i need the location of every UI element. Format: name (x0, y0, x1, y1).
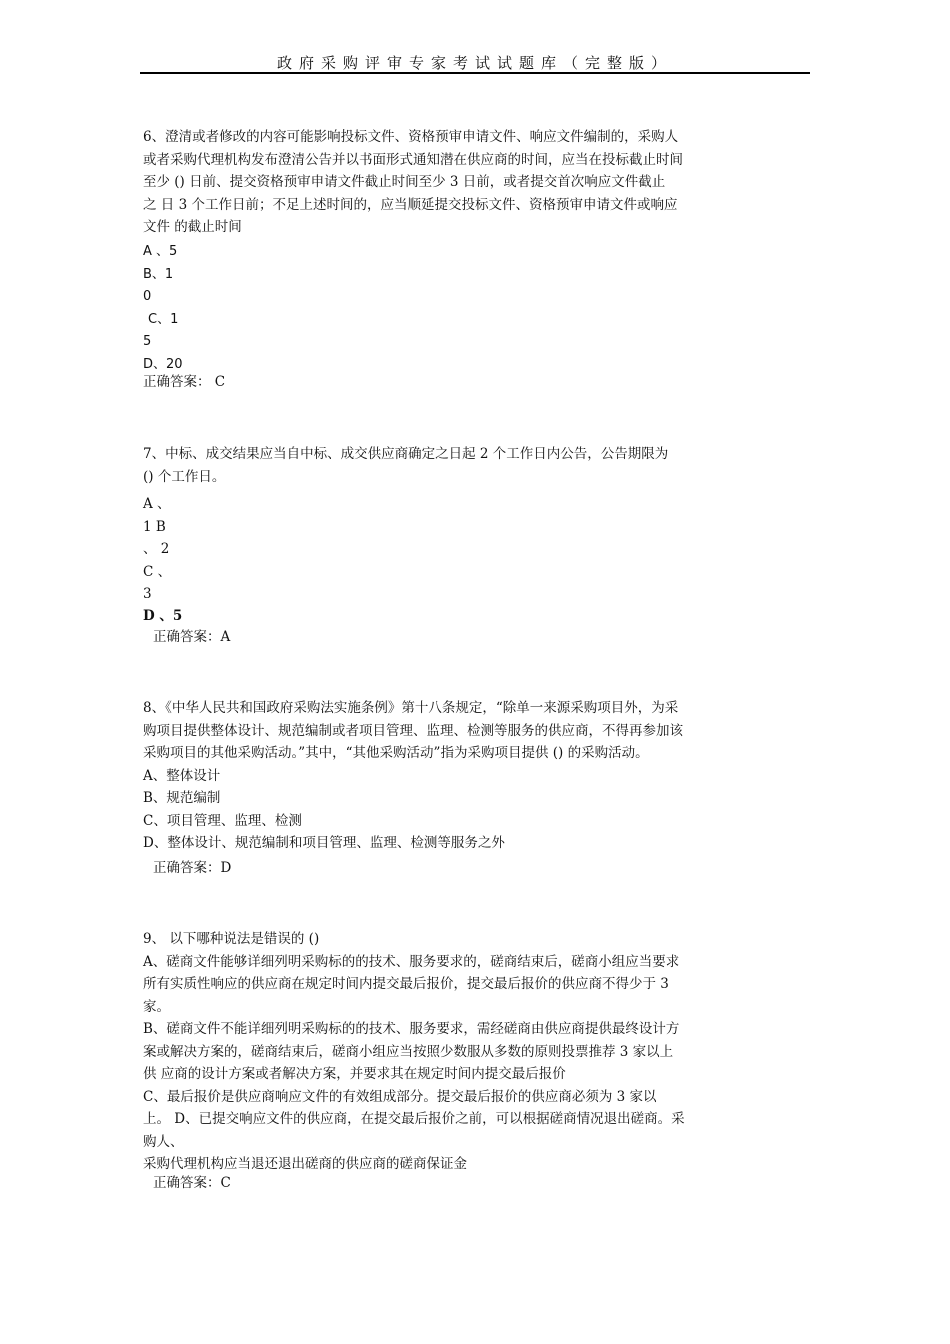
option-item: 0 (143, 289, 152, 304)
option-item: B、规范编制 (143, 790, 221, 806)
option-item: A、整体设计 (143, 767, 221, 784)
correct-answer: 正确答案：D (153, 860, 232, 876)
correct-answer: 正确答案： C (143, 374, 226, 390)
question-text-line: () 个工作日。 (143, 468, 226, 485)
question-text-line: 购人、 (143, 1133, 184, 1150)
question-text-line: 采购项目的其他采购活动。”其中，“其他采购活动”指为采购项目提供 () 的采购活动。 (143, 745, 649, 761)
question-text-line: 9、 以下哪种说法是错误的 () (143, 931, 320, 947)
question-8 (143, 697, 813, 855)
question-text-line: 6、澄清或者修改的内容可能影响投标文件、资格预审申请文件、响应文件编制的，采购人 (143, 129, 679, 145)
header-divider (140, 72, 810, 74)
question-text-line: 或者采购代理机构发布澄清公告并以书面形式通知潜在供应商的时间，应当在投标截止时间 (143, 151, 683, 168)
question-text-line: 家。 (143, 998, 170, 1015)
question-6-options (143, 241, 813, 376)
option-item: A 、5 (143, 244, 178, 259)
correct-answer: 正确答案：C (153, 1175, 231, 1191)
question-text-line: 案或解决方案的，磋商结束后，磋商小组应当按照少数服从多数的原则投票推荐 3 家以上 (143, 1043, 674, 1060)
question-text-line: 所有实质性响应的供应商在规定时间内提交最后报价，提交最后报价的供应商不得少于 3 (143, 976, 669, 992)
question-text-line: 供 应商的设计方案或者解决方案，并要求其在规定时间内提交最后报价 (143, 1066, 566, 1082)
option-item: 3 (143, 586, 152, 602)
option-item: D 、5 (143, 607, 183, 624)
question-8-answer (153, 857, 823, 880)
option-item: C、1 (148, 311, 179, 327)
option-item: 、 2 (143, 541, 170, 557)
option-item: 5 (143, 334, 152, 349)
question-7-options (143, 493, 813, 626)
correct-answer: 正确答案：A (153, 629, 231, 645)
option-item: D、20 (143, 356, 183, 372)
page-header-title: 政府采购评审专家考试试题库（完整版） (276, 54, 673, 72)
question-text-line: 8、《中华人民共和国政府采购法实施条例》第十八条规定，“除单一来源采购项目外，为采 (143, 700, 679, 716)
option-item: C、项目管理、监理、检测 (143, 812, 302, 829)
question-6-answer (143, 371, 813, 394)
question-text-line: 购项目提供整体设计、规范编制或者项目管理、监理、检测等服务的供应商，不得再参加该 (143, 722, 683, 739)
option-item: A 、 (143, 496, 171, 512)
question-7 (143, 443, 813, 488)
option-item: B、1 (143, 266, 174, 282)
question-text-line: 7、中标、成交结果应当自中标、成交供应商确定之日起 2 个工作日内公告，公告期限为 (143, 446, 669, 462)
question-9 (143, 928, 813, 1176)
question-7-answer (153, 626, 823, 649)
option-item: D、整体设计、规范编制和项目管理、监理、检测等服务之外 (143, 835, 505, 851)
question-text-line: 文件 的截止时间 (143, 219, 242, 235)
question-6 (143, 126, 813, 239)
question-9-answer (153, 1172, 823, 1195)
question-text-line: B、磋商文件不能详细列明采购标的的技术、服务要求，需经磋商由供应商提供最终设计方 (143, 1021, 680, 1037)
question-text-line: 上。 D、已提交响应文件的供应商，在提交最后报价之前，可以根据磋商情况退出磋商。采 (143, 1111, 685, 1127)
question-text-line: A、磋商文件能够详细列明采购标的的技术、服务要求的，磋商结束后，磋商小组应当要求 (143, 953, 680, 970)
question-text-line: 之 日 3 个工作日前；不足上述时间的，应当顺延提交投标文件、资格预审申请文件或响应 (143, 196, 678, 213)
option-item: C 、 (143, 563, 172, 580)
question-text-line: C、最后报价是供应商响应文件的有效组成部分。提交最后报价的供应商必须为 3 家以 (143, 1088, 657, 1105)
option-item: 1 B (143, 518, 166, 535)
question-text-line: 采购代理机构应当退还退出磋商的供应商的磋商保证金 (143, 1156, 467, 1172)
question-text-line: 至少 () 日前、提交资格预审申请文件截止时间至少 3 日前，或者提交首次响应文件截止 (143, 174, 666, 190)
